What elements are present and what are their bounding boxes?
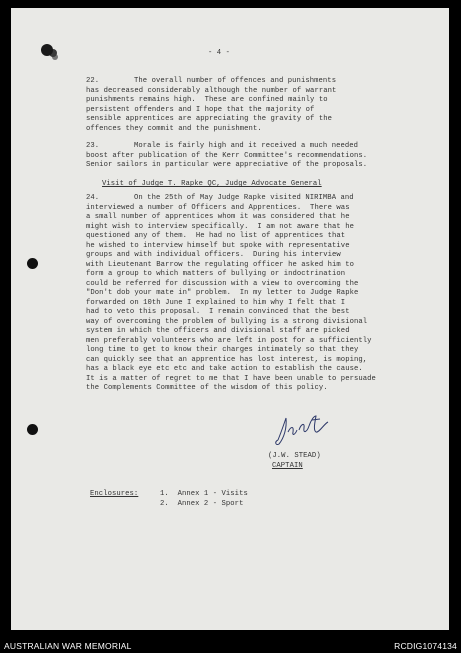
ink-smudge <box>41 44 53 56</box>
para24-line: interviewed a number of Officers and Apprentices. There was <box>86 203 350 212</box>
para22-number: 22. <box>86 77 100 85</box>
para23-number: 23. <box>86 142 100 150</box>
para23-line: Senior sailors in particular were appreciative of the proposals. <box>86 161 368 169</box>
para24-line: On the 25th of May Judge Rapke visited NIRIMBA and <box>134 194 354 202</box>
para23-line: boost after publication of the Kerr Committee's recommendations. <box>86 151 368 160</box>
para22-line: offences they commit and the punishment. <box>86 124 262 133</box>
para22-line: persistent offenders and I hope that the majority of <box>86 105 315 114</box>
para24-line: It is a matter of regret to me that I have been unable to persuade <box>86 374 376 383</box>
para24-line: had to veto this proposal. I remain convinced that the best <box>86 308 350 316</box>
para24-line: can quickly see that an apprentice has lost interest, is moping, <box>86 355 368 364</box>
para24-line: might wish to interview specifically. I am not aware that he <box>86 222 354 231</box>
para23-line: Morale is fairly high and it received a much needed <box>134 142 359 150</box>
enclosure-item: 1. Annex 1 - Visits <box>160 490 248 498</box>
para24-line: system in which the officers and divisional staff are picked <box>86 327 350 335</box>
para24-line: way of overcoming the problem of bullying is a strong divisional <box>86 317 368 326</box>
para24-line: could be referred for discussion with a view to overcoming the <box>86 279 359 288</box>
para24-line: "Don't dob your mate in" problem. In my letter to Judge Rapke <box>86 289 359 297</box>
para24-line: with Lieutenant Barrow the regulating officer he asked him to <box>86 260 354 269</box>
para24-line: has a black eye etc etc and take action to establish the cause. <box>86 365 363 373</box>
signatory-rank: CAPTAIN <box>272 461 303 470</box>
enclosure-item: 2. Annex 2 - Sport <box>160 499 244 508</box>
para22-line: The overall number of offences and punishments <box>134 77 337 85</box>
para22-line: has decreased considerably although the number of warrant <box>86 86 337 95</box>
punch-hole-bottom <box>27 424 38 435</box>
para24-line: a small number of apprentices whom it was considered that he <box>86 213 350 221</box>
footer-record-id: RCDIG1074134 <box>394 641 457 651</box>
para24-line: the Complements Committee of the wisdom of this policy. <box>86 384 328 392</box>
page-number: - 4 - <box>208 49 230 57</box>
para22-line: punishments remains high. These are confined mainly to <box>86 96 328 104</box>
para24-line: he wished to interview himself but spoke with representative <box>86 241 350 250</box>
footer-institution: AUSTRALIAN WAR MEMORIAL <box>4 641 132 651</box>
para24-line: form a group to which matters of bullying or indoctrination <box>86 270 346 278</box>
para24-number: 24. <box>86 194 100 202</box>
enclosures-label: Enclosures: <box>90 490 139 498</box>
para24-line: men preferably volunteers who are left in post for a sufficiently <box>86 336 372 345</box>
punch-hole-top <box>27 258 38 269</box>
signatory-name: (J.W. STEAD) <box>268 452 321 460</box>
para24-line: groups and with individual officers. During his interview <box>86 251 341 259</box>
para24-line: forwarded on 10th June I explained to him why I felt that I <box>86 298 346 307</box>
para22-line: sensible apprentices are appreciating the gravity of the <box>86 115 333 123</box>
section-heading: Visit of Judge T. Rapke QC, Judge Advocate General <box>102 180 322 188</box>
para24-line: questioned any of them. He had no list of apprentices that <box>86 232 346 240</box>
handwritten-signature <box>268 410 338 450</box>
para24-line: long time to get to know their charges intimately so that they <box>86 346 359 354</box>
